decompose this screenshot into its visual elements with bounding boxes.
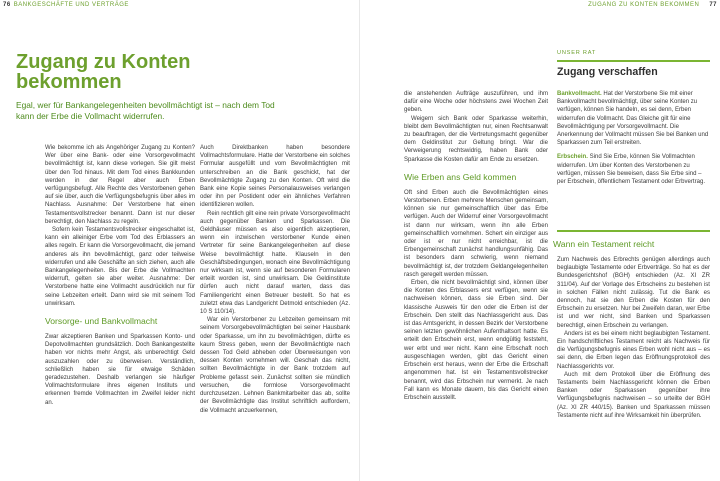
col3-subheading: Wie Erben ans Geld kommen [404,171,517,182]
left-running-head: BANKGESCHÄFTE UND VERTRÄGE [13,2,129,8]
right-running-head: ZUGANG ZU KONTEN BEKOMMEN [588,2,700,8]
left-page-number: 76 [3,2,11,8]
page-header-left [3,2,129,8]
sidebar-tip-1 [557,90,709,147]
col1-paragraph-1: Wie bekomme ich als Angehöriger Zugang zu Konten? Wer über eine Bank- oder eine Vorsorgevollmacht bevollmächtigt ist, kann diese vorlegen. Sie gilt meist über den Tod hinaus. Mit dem Tod eines Bankkunden werden in der Regel aber auch Erben verfügungsbefugt. Alle Rechte des Verstorbenen gehen auf sie über, auch die Verfügungsbefugnis über alles im Nachlass. Ausnahme: Der Verstorbene hat einen Testamentsvollstrecker benannt. Dann ist nur dieser berechtigt, den Nachlass zu regeln. [45,145,195,225]
column-1 [45,144,195,407]
sidebar-tip-2 [557,153,709,186]
column-3 [404,90,548,402]
sidebar-title: Zugang verschaffen [557,66,658,78]
col1-paragraph-3: Zwar akzeptieren Banken und Sparkassen Konto- und Depotvollmachten grundsätzlich. Doch Bankangestellte haben vor nichts mehr Angst, als unberechtigt Geld auszuzahlen oder zu überweisen. Verständlich, schließlich haben sie für etwaige Schäden geradezustehen. Deshalb verlangen sie häufiger Vollmachtsformulare ihres eigenen Instituts und erkennen fremde Vollmachten im Zweifel leider nicht an. [45,334,195,406]
col3-paragraph-2: Weigern sich Bank oder Sparkasse weiterhin, bleibt dem Bevollmächtigten nur, einen Rechtsanwalt zu beauftragen, der die Vertretungsmacht gegenüber dem Geldinstitut zur Geltung bringt. War die Verweigerung rechtswidrig, haben Bank oder Sparkasse die Kosten dafür am Ende zu ersetzen. [404,115,548,163]
column-2 [200,144,350,415]
col5-paragraph-1: Zum Nachweis des Erbrechts genügen allerdings auch beglaubigte Testamente oder Erbverträge. So hat es der Bundesgerichtshof (BGH) entschieden (Az. XI ZR 311/04). Auf der Vorlage des Erbscheins zu bestehen ist in solchen Fällen nicht zulässig. Tut die Bank es dennoch, hat sie den Erben die Kosten für den Erbschein zu ersetzen. Nur bei Zweifeln daran, wer Erbe ist und wer nicht, sind Banken und Sparkassen berechtigt, einen Erbschein zu verlangen. [557,257,710,329]
col2-paragraph-1: Auch Direktbanken haben besondere Vollmachtsformulare. Hatte der Verstorbene ein solches Formular ausgefüllt und vom Bevollmächtigten mit unterschreiben an die Bank geschickt, hat der Bevollmächtigte Zugang zu den Konten. Oft wird die Bank eine Kopie seines Personalausweises verlangen oder ihn per Postident oder ein ähnliches Verfahren identifizieren wollen. [200,145,350,209]
article-lead: Egal, wer für Bankangelegenheiten bevollmächtigt ist – nach dem Tod kann der Erbe die Vollmacht widerrufen. [16,100,275,121]
sidebar-term-2: Erbschein. [557,154,588,161]
col3-paragraph-4: Erben, die nicht bevollmächtigt sind, können über die Konten des Erblassers erst verfügen, wenn sie nachweisen können, dass sie Erben sind. Der klassische Ausweis für den oder die Erben ist der Erbschein. Den stellt das Nachlassgericht aus. Das ist das Amtsgericht, in dessen Bezirk der Verstorbene seinen letzten gewöhnlichen Aufenthaltsort hatte. Es erteilt den Erbschein erst, wenn endgültig feststeht, wer erbt und wer nicht. Kann eine Erbschaft noch ausgeschlagen werden, gibt das Gericht einen Erbschein erst heraus, wenn der Erbe die Erbschaft angenommen hat. Ist ein Testamentsvollstrecker benannt, wird das Erbschein nur vermerkt. Je nach Fall kann es Monate dauern, bis das Gericht einen Erbschein ausstellt. [404,280,548,401]
right-page-number: 77 [709,2,717,8]
col2-paragraph-2: Rein rechtlich gilt eine rein private Vorsorgevollmacht auch gegenüber Banken und Sparkassen. Die Geldhäuser müssen es also eigentlich akzeptieren, wenn ein inzwischen verstorbener Kunde einen Vertreter für seine Bankangelegenheiten auf diese Weise bevollmächtigt hatte. Klauseln in den Geschäftsbedingungen, wonach eine Bevollmächtigung nur wirksam ist, wenn sie auf besonderen Formularen erteilt worden ist, sind unwirksam. Die Geldinstitute dürfen auch nicht darauf warten, dass das Familiengericht einen Betreuer bestellt. So hat es zuletzt etwa das Landgericht Detmold entschieden (Az. 10 S 110/14). [200,210,350,316]
col5-paragraph-2: Anders ist es bei einem nicht beglaubigten Testament. Ein handschriftliches Testament reicht als Nachweis für die Verfügungsbefugnis eines Erben wohl nicht aus – es sei denn, die Erben legen das Eröffnungsprotokoll des Nachlassgerichts vor. [557,330,710,370]
col5-subheading: Wann ein Testament reicht [553,239,655,249]
sidebar-kicker: UNSER RAT [557,50,597,56]
col1-subheading: Vorsorge- und Bankvollmacht [45,316,158,327]
sidebar-bottom-rule [557,230,710,232]
column-5 [547,236,710,420]
col5-paragraph-3: Auch mit dem Protokoll über die Eröffnung des Testaments beim Nachlassgericht können die Erben Banken oder Sparkassen gegenüber ihre Verfügungsbefugnis nachweisen – so urteilte der BGH (Az. XI ZR 440/15). Banken und Sparkassen müssen Testamente nicht auf ihre Wirksamkeit hin überprüfen. [557,371,710,419]
col3-paragraph-1: die anstehenden Aufträge auszuführen, und ihm dafür eine Woche oder höchstens zwei Wochen Zeit geben. [404,91,548,114]
sidebar-body [557,90,709,186]
col1-paragraph-2: Sofern kein Testamentsvollstrecker eingeschaltet ist, kann ein alleiniger Erbe vom Tod des Erblassers an alles regeln. Er kann die Vorsorgevollmacht, die jemand anderes als ihn bevollmächtigt, ganz oder teilweise widerrufen und alle Geschäfte an sich ziehen, auch alle Bankangelegenheiten. Bis der Erbe die Vollmachten widerruft, gelten sie aber weiter. Ausnahme: Der Verstorbene hatte eine Vollmacht ausdrücklich nur für seine Lebzeiten erteilt. Dann wird sie mit seinem Tod unwirksam. [45,227,195,307]
sidebar-text-2: Sind Sie Erbe, können Sie Vollmachten widerrufen. Um über Konten des Verstorbenen zu verfügen, müssen Sie beweisen, dass Sie Erbe sind – per Erbschein, öffentlichem Testament oder Erbvertrag. [557,154,706,186]
sidebar-term-1: Bankvollmacht. [557,91,602,97]
col3-paragraph-3: Oft sind Erben auch die Bevollmächtigten eines Verstorbenen. Erben mehrere Menschen gemeinsam, können sie nur gemeinschaftlich über das Erbe verfügen. Auch der Widerruf einer Vorsorgevollmacht ist dann nur wirksam, wenn ihn alle Erben gemeinschaftlich vornehmen. Schert ein einziger aus oder ist er nur nicht erreichbar, ist die Erbengemeinschaft zunächst handlungsunfähig. Das ist besonders dann schwierig, wenn niemand bevollmächtigt ist, der trotzdem Geldangelegenheiten rasch geregelt werden müssen. [404,189,548,278]
article-title: Zugang zu Konten bekommen [16,51,191,93]
sidebar-text-1: Hat der Verstorbene Sie mit einer Bankvollmacht bevollmächtigt, über seine Konten zu verfügen, können Sie handeln, es sei denn, Erben widerrufen die Vollmacht. Das Gleiche gilt für eine Bevollmächtigung per Vorsorgevollmacht. Die Anerkennung der Vollmacht müssen Sie bei Banken und Sparkassen zum Teil erstreiten. [557,91,709,147]
page-spine [359,0,360,481]
sidebar-top-rule [557,60,710,62]
col2-paragraph-3: War ein Verstorbener zu Lebzeiten gemeinsam mit seinem Vorsorgebevollmächtigten bei seiner Hausbank oder Sparkasse, um ihn zu bevollmächtigen, dürfte es kaum Stress geben, wenn der Bevollmächtigte nach dessen Tod Geld abheben oder Überweisungen von dessen Konten vornehmen will. Geschah das nicht, sollten Bevollmächtigte in der Bank trotzdem auf Probleme gefasst sein. Zunächst sollten sie mündlich versuchen, die formlose Vorsorgevollmacht durchzusetzen. Lehnen Bankmitarbeiter das ab, sollte der Bevollmächtigte das Institut schriftlich auffordern, die Vollmacht anzuerkennen, [200,317,350,414]
page-header-right [588,2,717,8]
